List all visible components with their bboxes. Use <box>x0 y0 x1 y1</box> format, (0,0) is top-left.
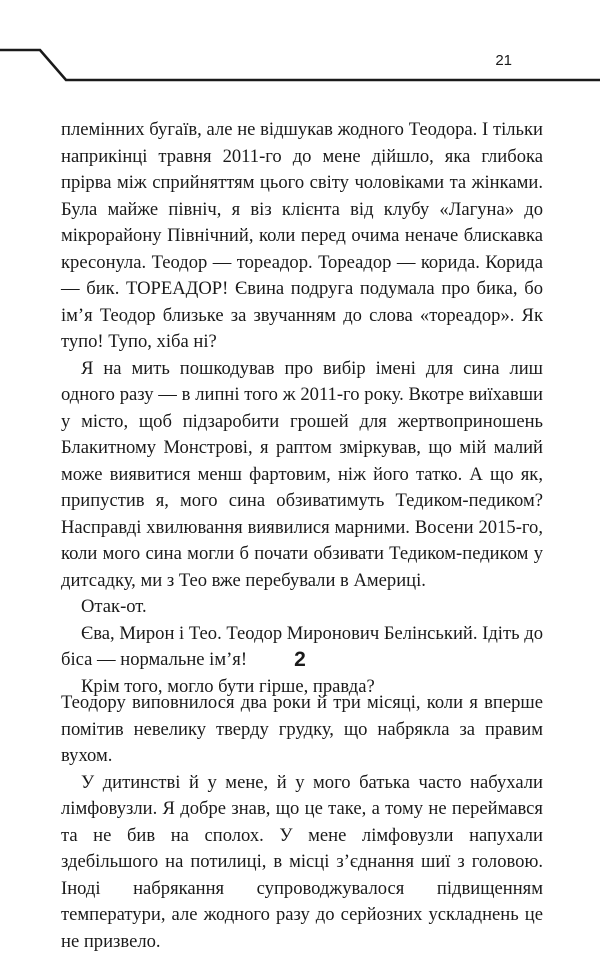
paragraph-3: Отак-от. <box>61 594 543 621</box>
chapter-number: 2 <box>0 648 600 672</box>
section-1-text <box>61 117 543 700</box>
paragraph-1: племінних бугаїв, але не відшукав жодного Теодора. І тільки наприкінці травня 2011-го до мене дійшло, яка глибока прірва між сприйняттям цього світу чоловіками та жінками. Була майже північ, я віз клієнта від клубу «Лагуна» до мікрорайону Північний, коли перед очима неначе блискавка кресонула. Теодор — тореадор. Тореадор — корида. Корида — бик. ТОРЕАДОР! Євина подруга подумала про бика, бо ім’я Теодор близьке за звучанням до слова «тореадор». Як тупо! Тупо, хіба ні? <box>61 117 543 356</box>
paragraph-7: У дитинстві й у мене, й у мого батька часто набухали лімфовузли. Я добре знав, що це таке, а тому не переймався та не бив на сполох. У мене лімфовузли напухали здебільшого на потилиці, в місці з’єднання шиї з головою. Іноді набрякання супроводжувалося підвищенням температури, але жодного разу до серйозних ускладнень це не призвело. <box>61 770 543 955</box>
paragraph-5: Крім того, могло бути гірше, правда? <box>61 674 543 701</box>
paragraph-4: Єва, Мирон і Тео. Теодор Миронович Белінський. Ідіть до біса — нормальне ім’я! <box>61 621 543 674</box>
paragraph-2: Я на мить пошкодував про вибір імені для сина лиш одного разу — в липні того ж 2011-го року. Вкотре виїхавши у місто, щоб підзаробити грошей для жертвоприношень Блакитному Монстрові, я раптом зміркував, що мій малий може виявитися менш фартовим, ніж його татко. А що як, припустив я, мого сина обзиватимуть Тедиком-педиком? Насправді хвилювання виявилися марними. Восени 2015-го, коли мого сина могли б почати обзивати Тедиком-педиком у дитсадку, ми з Тео вже перебували в Америці. <box>61 356 543 595</box>
header-rule <box>0 0 600 90</box>
page-number: 21 <box>495 52 512 69</box>
paragraph-6: Теодору виповнилося два роки й три місяці, коли я вперше помітив невелику тверду грудку, що набрякла за правим вухом. <box>61 690 543 770</box>
section-2-text <box>61 690 543 955</box>
